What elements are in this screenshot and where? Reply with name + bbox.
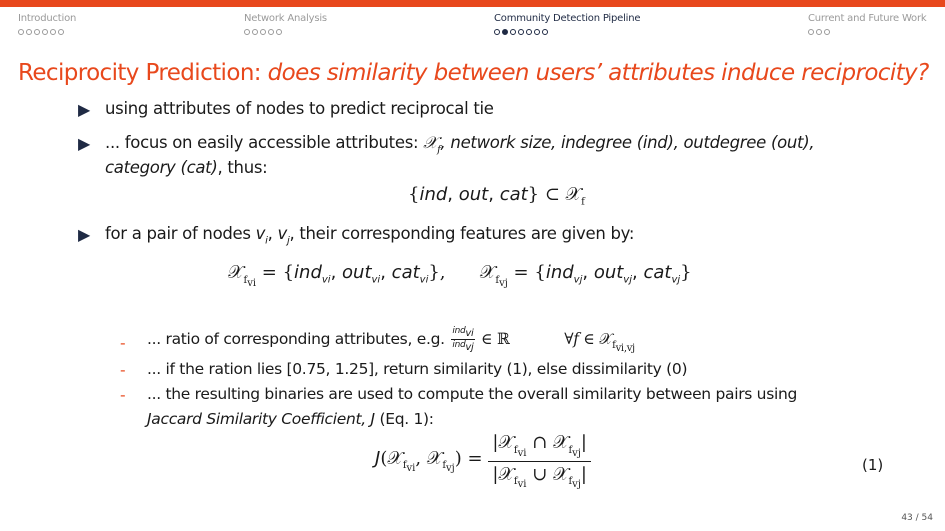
nav-page-dot[interactable]: [50, 29, 56, 35]
jaccard-equation: J(𝒳$_{f_{vi}}$, 𝒳$_{f_{vj}}$) = $\frac{|𝒳_{f_{vi}} \cap 𝒳_{f_{vj}}|}{|𝒳_{f_{vi}} \cup 𝒳_{f_{vj}}|}$: [375, 432, 591, 490]
nav-page-dot[interactable]: [494, 29, 500, 35]
nav-dots-community-detection[interactable]: [494, 29, 548, 35]
bullet-marker-icon: ▶: [78, 100, 91, 119]
bullet-marker-icon: ▶: [78, 225, 91, 244]
bullet-2-text: ... focus on easily accessible attributes: 𝒳$_f$, network size, indegree (ind), outdegree (out),: [105, 133, 815, 156]
title-subtitle: does similarity between users’ attributes induce reciprocity?: [267, 60, 929, 86]
bullet-3-text: for a pair of nodes $v_i$, $v_j$, their corresponding features are given by:: [105, 224, 635, 247]
subbullet-1-text: ... ratio of corresponding attributes, e.g. $\frac{ind_{vi}}{ind_{vj}}$ ∈ ℝ ∀f ∈ 𝒳$_{f_{vi,vj}}$: [147, 326, 635, 354]
nav-dots-introduction[interactable]: [18, 29, 64, 35]
equation-number: (1): [862, 456, 884, 474]
nav-page-dot[interactable]: [260, 29, 266, 35]
subbullet-marker: -: [120, 334, 126, 352]
subbullet-2-text: ... if the ration lies [0.75, 1.25], return similarity (1), else dissimilarity (0): [147, 360, 688, 378]
nav-page-dot[interactable]: [252, 29, 258, 35]
subset-formula: {ind, out, cat} ⊂ 𝒳$_f$: [408, 184, 585, 208]
subbullet-marker: -: [120, 386, 126, 404]
bullet-marker-icon: ▶: [78, 134, 91, 153]
nav-page-dot[interactable]: [58, 29, 64, 35]
nav-page-dot[interactable]: [510, 29, 516, 35]
nav-section-network-analysis[interactable]: Network Analysis: [244, 13, 327, 24]
nav-page-dot[interactable]: [526, 29, 532, 35]
top-accent-bar: [0, 0, 945, 7]
title-main: Reciprocity Prediction:: [18, 60, 261, 86]
subbullet-marker: -: [120, 361, 126, 379]
nav-page-dot[interactable]: [518, 29, 524, 35]
nav-page-dot[interactable]: [534, 29, 540, 35]
nav-page-dot[interactable]: [26, 29, 32, 35]
bullet-1-text: using attributes of nodes to predict reciprocal tie: [105, 99, 494, 118]
nav-dots-network-analysis[interactable]: [244, 29, 282, 35]
nav-page-dot[interactable]: [824, 29, 830, 35]
nav-page-dot[interactable]: [244, 29, 250, 35]
nav-page-dot[interactable]: [268, 29, 274, 35]
nav-section-introduction[interactable]: Introduction: [18, 13, 77, 24]
nav-page-dot[interactable]: [18, 29, 24, 35]
nav-page-dot[interactable]: [542, 29, 548, 35]
bullet-2-line2: category (cat), thus:: [105, 158, 268, 177]
nav-page-dot[interactable]: [42, 29, 48, 35]
nav-section-current-future-work[interactable]: Current and Future Work: [808, 13, 927, 24]
nav-page-dot[interactable]: [276, 29, 282, 35]
subbullet-3-text: ... the resulting binaries are used to compute the overall similarity between pairs using: [147, 385, 798, 403]
math-x-f: 𝒳$_f$: [423, 133, 441, 156]
nav-page-dot[interactable]: [816, 29, 822, 35]
slide-title: [18, 60, 929, 86]
feature-set-formula: 𝒳$_{f_{vi}}$ = {ind$_{vi}$, out$_{vi}$, cat$_{vi}$}, 𝒳$_{f_{vj}}$ = {ind$_{vj}$, out$_{vj}$, cat$_{vj}$}: [228, 262, 692, 289]
subbullet-3-line2: Jaccard Similarity Coefficient, J (Eq. 1):: [147, 410, 434, 428]
nav-page-dot[interactable]: [34, 29, 40, 35]
page-number: 43 / 54: [901, 513, 933, 523]
nav-page-dot[interactable]: [502, 29, 508, 35]
nav-section-community-detection[interactable]: Community Detection Pipeline: [494, 13, 641, 24]
nav-page-dot[interactable]: [808, 29, 814, 35]
nav-dots-current-future-work[interactable]: [808, 29, 830, 35]
